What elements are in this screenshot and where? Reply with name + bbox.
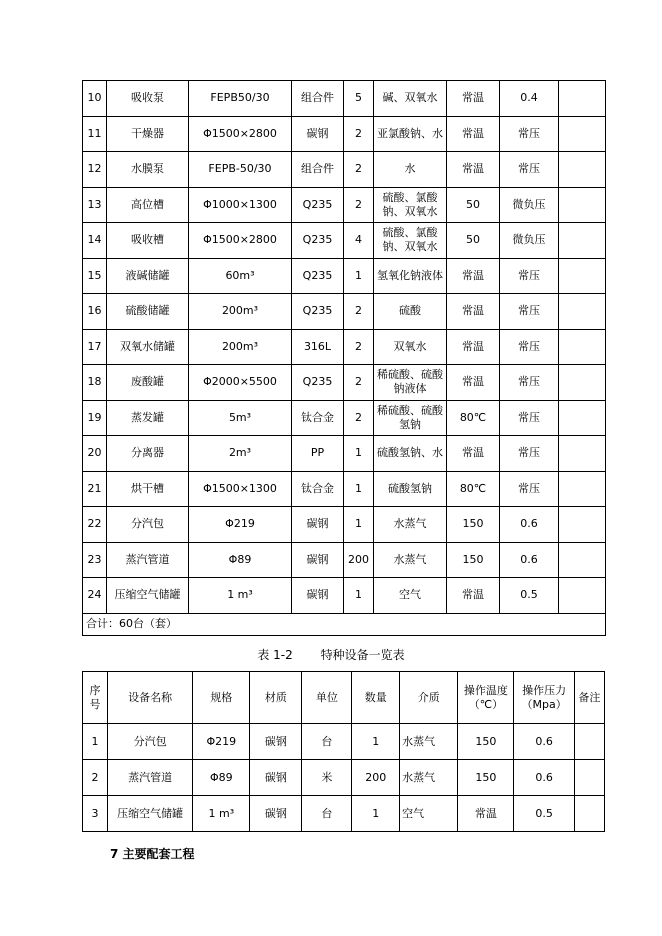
table-cell: 米 xyxy=(302,760,352,796)
table-cell: 碳钢 xyxy=(292,507,344,543)
total-cell: 合计：60台（套） xyxy=(83,613,606,635)
total-row xyxy=(83,613,606,635)
header-cell: 序号 xyxy=(83,672,108,724)
table-cell: 0.6 xyxy=(500,507,559,543)
table-row xyxy=(83,471,606,507)
table-cell: 分汽包 xyxy=(107,724,192,760)
table-row xyxy=(83,436,606,472)
table-cell xyxy=(559,81,606,117)
header-cell: 材质 xyxy=(250,672,302,724)
table-cell xyxy=(559,507,606,543)
table-cell: 碳钢 xyxy=(250,796,302,832)
table-cell: 组合件 xyxy=(292,81,344,117)
table-cell: 1 xyxy=(352,796,400,832)
table-cell: 水 xyxy=(374,152,447,188)
table-cell: 常压 xyxy=(500,116,559,152)
table-cell: 11 xyxy=(83,116,107,152)
table-cell xyxy=(559,187,606,223)
header-cell: 备注 xyxy=(574,672,604,724)
table-cell: 23 xyxy=(83,542,107,578)
section-heading: 7 主要配套工程 xyxy=(110,847,195,861)
table-cell: 双氧水 xyxy=(374,329,447,365)
table-cell: 1 m³ xyxy=(193,796,250,832)
table-cell: 常压 xyxy=(500,294,559,330)
table-cell: 蒸发罐 xyxy=(107,400,189,436)
table-cell: 1 xyxy=(344,436,374,472)
table-cell: 稀硫酸、硫酸氢钠 xyxy=(374,400,447,436)
table-row xyxy=(83,152,606,188)
table-cell: 空气 xyxy=(374,578,447,614)
table-cell: 15 xyxy=(83,258,107,294)
header-cell: 设备名称 xyxy=(107,672,192,724)
table-cell: 高位槽 xyxy=(107,187,189,223)
table-cell: 常压 xyxy=(500,436,559,472)
table-cell: 2 xyxy=(344,400,374,436)
table-cell: PP xyxy=(292,436,344,472)
header-cell: 数量 xyxy=(352,672,400,724)
table-cell: 烘干槽 xyxy=(107,471,189,507)
table-cell: Φ2000×5500 xyxy=(189,365,292,401)
table-cell: 台 xyxy=(302,724,352,760)
table-cell: 200 xyxy=(344,542,374,578)
table-cell: 双氧水储罐 xyxy=(107,329,189,365)
table-cell xyxy=(574,760,604,796)
table-cell: 压缩空气储罐 xyxy=(107,796,192,832)
table-cell: 碳钢 xyxy=(250,724,302,760)
table-cell: 10 xyxy=(83,81,107,117)
special-equipment-table xyxy=(82,671,605,832)
table-cell: 150 xyxy=(447,507,500,543)
table-cell: Φ89 xyxy=(189,542,292,578)
table-cell: 空气 xyxy=(400,796,458,832)
table-cell: 1 xyxy=(344,471,374,507)
header-cell: 操作温度（℃） xyxy=(458,672,514,724)
table-cell: 吸收槽 xyxy=(107,223,189,259)
table-cell: 常温 xyxy=(447,578,500,614)
table-cell: 150 xyxy=(458,760,514,796)
table-cell: 50 xyxy=(447,187,500,223)
table-cell: 0.5 xyxy=(514,796,574,832)
table-cell xyxy=(574,796,604,832)
table-cell xyxy=(559,400,606,436)
table-row xyxy=(83,724,605,760)
table-cell xyxy=(559,471,606,507)
table-cell: 水蒸气 xyxy=(400,724,458,760)
table-cell: Q235 xyxy=(292,223,344,259)
table-row xyxy=(83,223,606,259)
table-cell: 14 xyxy=(83,223,107,259)
table-cell: 硫酸 xyxy=(374,294,447,330)
table-cell: FEPB50/30 xyxy=(189,81,292,117)
table-cell: 亚氯酸钠、水 xyxy=(374,116,447,152)
table-row xyxy=(83,187,606,223)
table-cell: 1 m³ xyxy=(189,578,292,614)
table-cell: 常压 xyxy=(500,400,559,436)
table-cell: 硫酸氢钠 xyxy=(374,471,447,507)
table-cell: 水蒸气 xyxy=(374,507,447,543)
table-cell: Φ219 xyxy=(193,724,250,760)
header-cell: 介质 xyxy=(400,672,458,724)
header-cell: 规格 xyxy=(193,672,250,724)
table-cell: 常温 xyxy=(447,294,500,330)
table-cell: 钛合金 xyxy=(292,471,344,507)
table-cell: 19 xyxy=(83,400,107,436)
table-cell: Φ1000×1300 xyxy=(189,187,292,223)
table-cell: 干燥器 xyxy=(107,116,189,152)
table-cell: 硫酸氢钠、水 xyxy=(374,436,447,472)
table-cell: 3 xyxy=(83,796,108,832)
table-cell: 24 xyxy=(83,578,107,614)
table-cell: 微负压 xyxy=(500,223,559,259)
table-cell: 蒸汽管道 xyxy=(107,542,189,578)
table-cell: 2 xyxy=(344,116,374,152)
table-cell: 稀硫酸、硫酸钠液体 xyxy=(374,365,447,401)
table-row xyxy=(83,578,606,614)
table-row xyxy=(83,116,606,152)
table-cell: 常压 xyxy=(500,258,559,294)
table-cell: 水蒸气 xyxy=(400,760,458,796)
table-cell xyxy=(574,724,604,760)
table-cell: 0.6 xyxy=(514,724,574,760)
table-cell: 碳钢 xyxy=(292,542,344,578)
table-cell: 碳钢 xyxy=(292,116,344,152)
header-row xyxy=(83,672,605,724)
table-cell: Q235 xyxy=(292,187,344,223)
table-cell: 80℃ xyxy=(447,400,500,436)
table-cell: 16 xyxy=(83,294,107,330)
table-cell: 钛合金 xyxy=(292,400,344,436)
table-cell: 常温 xyxy=(447,152,500,188)
table-cell: FEPB-50/30 xyxy=(189,152,292,188)
table-cell: 常压 xyxy=(500,471,559,507)
table-cell: 21 xyxy=(83,471,107,507)
table-cell: 20 xyxy=(83,436,107,472)
table-cell: 常温 xyxy=(458,796,514,832)
table-cell: Φ1500×2800 xyxy=(189,223,292,259)
table-cell: 硫酸、氯酸钠、双氧水 xyxy=(374,223,447,259)
table-cell: 0.6 xyxy=(514,760,574,796)
table-cell: 2 xyxy=(83,760,108,796)
table-cell: 2 xyxy=(344,187,374,223)
table-cell: 4 xyxy=(344,223,374,259)
table-cell: 水膜泵 xyxy=(107,152,189,188)
table-row xyxy=(83,542,606,578)
table-cell: 2 xyxy=(344,329,374,365)
table-cell: 水蒸气 xyxy=(374,542,447,578)
table-row xyxy=(83,507,606,543)
table-cell: 硫酸、氯酸钠、双氧水 xyxy=(374,187,447,223)
table-cell: Q235 xyxy=(292,294,344,330)
table-cell: 常压 xyxy=(500,365,559,401)
table-cell: 常温 xyxy=(447,329,500,365)
table-cell: 18 xyxy=(83,365,107,401)
table-cell: 常温 xyxy=(447,81,500,117)
table-row xyxy=(83,81,606,117)
table-cell: 13 xyxy=(83,187,107,223)
table-cell: 22 xyxy=(83,507,107,543)
table-cell: 分汽包 xyxy=(107,507,189,543)
table-cell: 12 xyxy=(83,152,107,188)
table-cell: 2m³ xyxy=(189,436,292,472)
table-cell: 1 xyxy=(352,724,400,760)
table-cell: 蒸汽管道 xyxy=(107,760,192,796)
table-cell: 1 xyxy=(83,724,108,760)
table-cell: 台 xyxy=(302,796,352,832)
table-cell: 微负压 xyxy=(500,187,559,223)
caption-title: 特种设备一览表 xyxy=(320,648,405,662)
table-cell xyxy=(559,116,606,152)
table-cell: 碳钢 xyxy=(250,760,302,796)
table-cell: Φ89 xyxy=(193,760,250,796)
table-cell: 200 xyxy=(352,760,400,796)
equipment-table xyxy=(82,80,606,636)
table-cell: 常温 xyxy=(447,258,500,294)
table-cell: 1 xyxy=(344,578,374,614)
table-cell: 碱、双氧水 xyxy=(374,81,447,117)
table-cell: 常温 xyxy=(447,116,500,152)
table-cell xyxy=(559,542,606,578)
table-cell: 2 xyxy=(344,365,374,401)
caption-number: 表 1-2 xyxy=(257,648,293,662)
table-cell: 200m³ xyxy=(189,329,292,365)
table-cell: 常温 xyxy=(447,436,500,472)
table-cell: 0.6 xyxy=(500,542,559,578)
table-cell: 150 xyxy=(458,724,514,760)
table-cell: 0.4 xyxy=(500,81,559,117)
table-row xyxy=(83,365,606,401)
table-cell: 氢氧化钠液体 xyxy=(374,258,447,294)
table-cell: Q235 xyxy=(292,258,344,294)
table-cell: 液碱储罐 xyxy=(107,258,189,294)
table-cell: 常压 xyxy=(500,152,559,188)
table-cell: 2 xyxy=(344,152,374,188)
table-row xyxy=(83,294,606,330)
table-cell: 废酸罐 xyxy=(107,365,189,401)
table-row xyxy=(83,400,606,436)
table-cell: 0.5 xyxy=(500,578,559,614)
table-cell: 1 xyxy=(344,258,374,294)
table-row xyxy=(83,760,605,796)
table-cell: 17 xyxy=(83,329,107,365)
table-cell: 1 xyxy=(344,507,374,543)
table-cell: 压缩空气储罐 xyxy=(107,578,189,614)
table-cell: 60m³ xyxy=(189,258,292,294)
table-cell xyxy=(559,152,606,188)
table-row xyxy=(83,329,606,365)
table-row xyxy=(83,796,605,832)
table-cell: Φ219 xyxy=(189,507,292,543)
table-cell: 200m³ xyxy=(189,294,292,330)
header-cell: 操作压力（Mpa） xyxy=(514,672,574,724)
table-cell xyxy=(559,365,606,401)
table-cell: 常压 xyxy=(500,329,559,365)
table-caption xyxy=(0,646,662,663)
table-cell: Φ1500×1300 xyxy=(189,471,292,507)
table-cell xyxy=(559,294,606,330)
table-row xyxy=(83,258,606,294)
table-cell: 316L xyxy=(292,329,344,365)
table-cell xyxy=(559,223,606,259)
table-cell: 5 xyxy=(344,81,374,117)
table-cell: 50 xyxy=(447,223,500,259)
table-cell: Q235 xyxy=(292,365,344,401)
table-cell: 常温 xyxy=(447,365,500,401)
header-cell: 单位 xyxy=(302,672,352,724)
table-cell: 分离器 xyxy=(107,436,189,472)
table-cell: 硫酸储罐 xyxy=(107,294,189,330)
table-cell: 碳钢 xyxy=(292,578,344,614)
table-cell xyxy=(559,258,606,294)
table-cell: 吸收泵 xyxy=(107,81,189,117)
table-cell: 150 xyxy=(447,542,500,578)
table-cell xyxy=(559,329,606,365)
table-cell xyxy=(559,578,606,614)
table-cell: 2 xyxy=(344,294,374,330)
table-cell: Φ1500×2800 xyxy=(189,116,292,152)
table-cell: 组合件 xyxy=(292,152,344,188)
table-cell: 80℃ xyxy=(447,471,500,507)
table-cell: 5m³ xyxy=(189,400,292,436)
table-cell xyxy=(559,436,606,472)
